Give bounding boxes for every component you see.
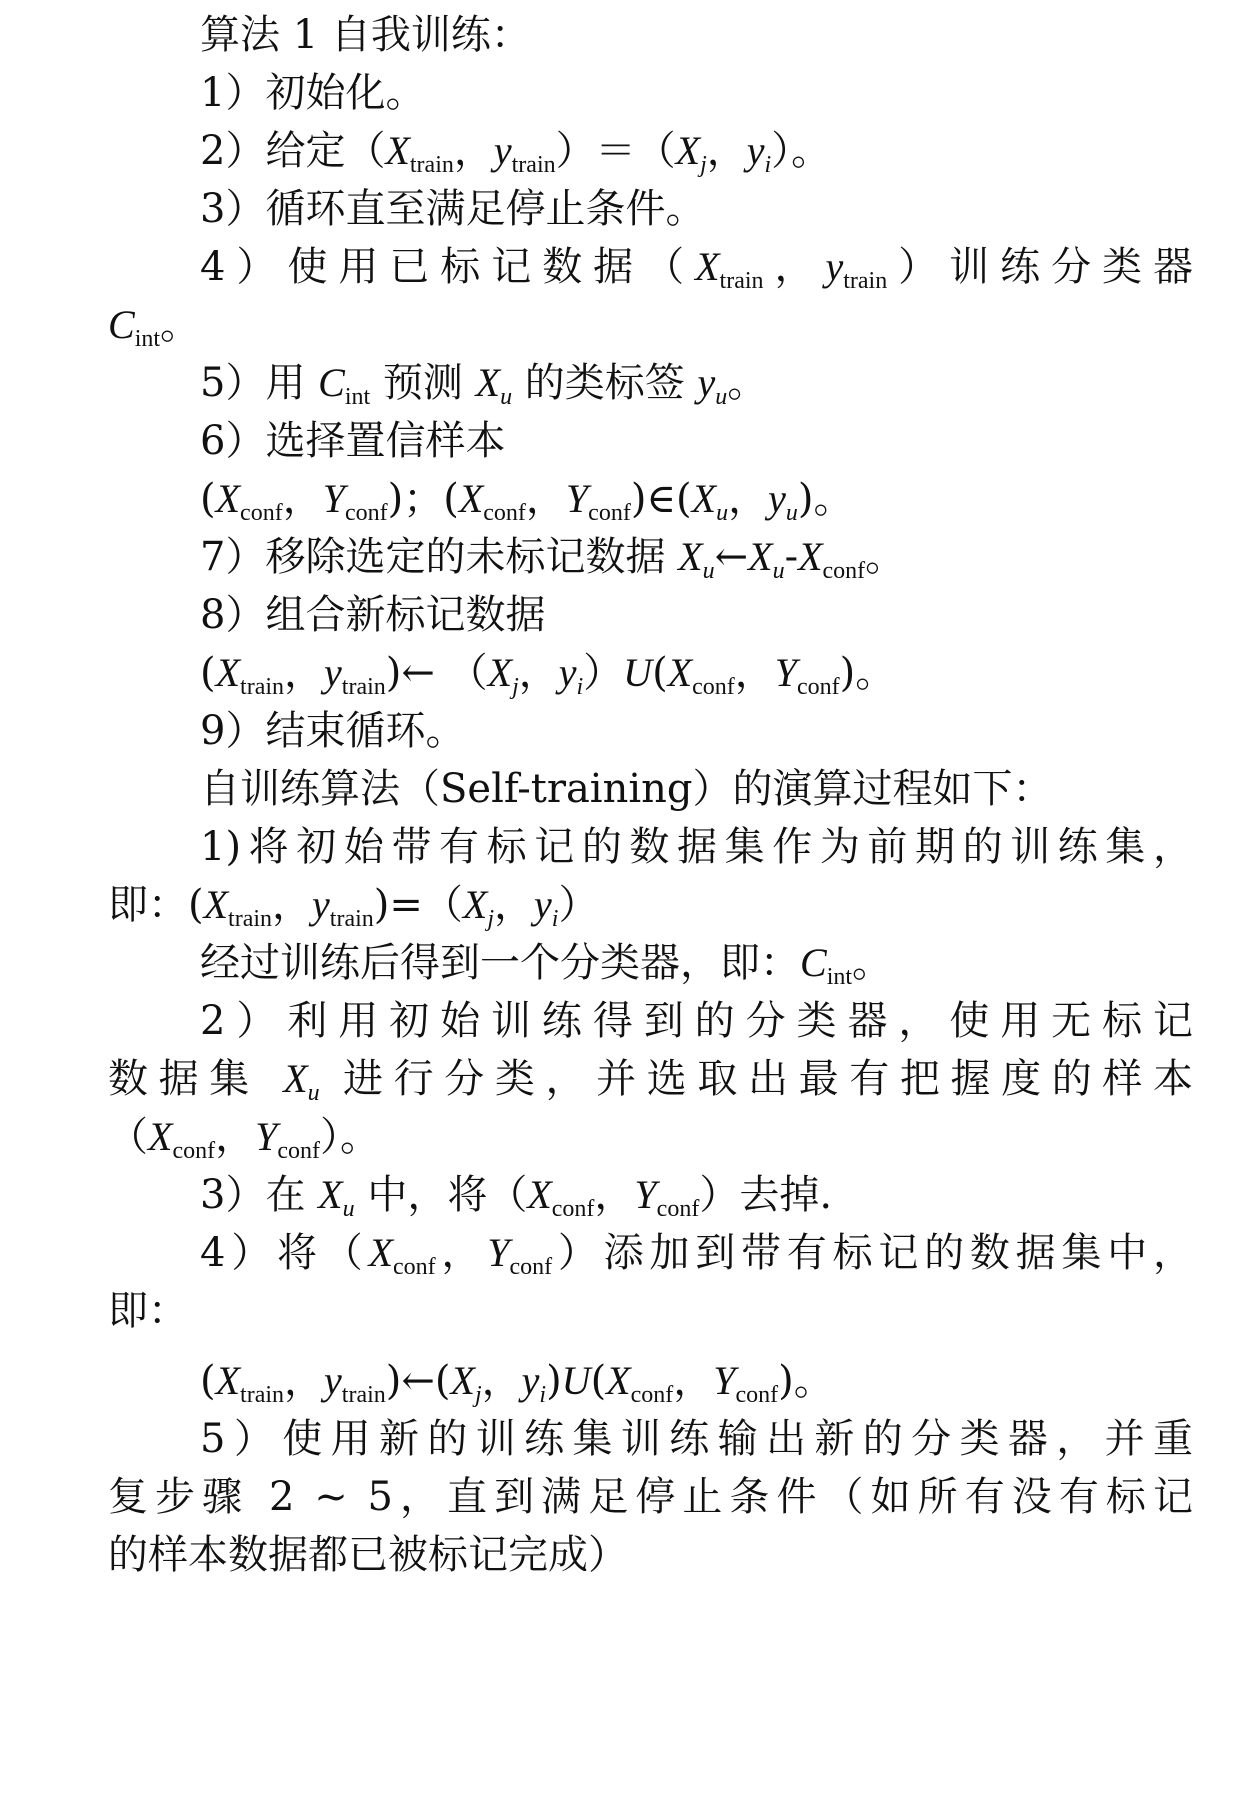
- algorithm-step-4: 4）使用已标记数据（$X_{train}$，$y_{train}$）训练分类器: [200, 244, 1194, 294]
- algorithm-step-9: 9）结束循环。: [200, 708, 466, 754]
- process-step-4-formula: ($X_{train}$，$y_{train})\leftarrow(X_j$，$y_i)U(X_{conf}$，$Y_{conf}$)。: [200, 1358, 834, 1408]
- algorithm-step-6-formula: ($X_{conf}$，$Y_{conf}$)；($X_{conf}$，$Y_{conf})\in(X_u$，$y_u$)。: [200, 476, 854, 526]
- process-step-4-line2: 即：: [108, 1288, 188, 1334]
- algorithm-step-8-formula: ($X_{train}$，$y_{train})\leftarrow$ （$X_j$，$y_i)U(X_{conf}$，$Y_{conf}$)。: [200, 650, 896, 700]
- algorithm-step-5: 5）用 $C_{int}$ 预测 $X_u$ 的类标签 $y_u$。: [200, 360, 768, 410]
- process-step-2: 2）利用初始训练得到的分类器，使用无标记: [200, 998, 1193, 1044]
- process-step-2-line3: （$X_{conf}$，$Y_{conf}$）。: [108, 1114, 380, 1164]
- algorithm-title: 算法 1 自我训练：: [200, 12, 531, 58]
- algorithm-step-7: 7）移除选定的未标记数据 $X_u\leftarrow X_u-X_{conf}$。: [200, 534, 906, 584]
- process-step-4: 4）将（$X_{conf}$，$Y_{conf}$）添加到带有标记的数据集中，: [200, 1230, 1194, 1280]
- process-step-5: 5）使用新的训练集训练输出新的分类器，并重: [200, 1416, 1193, 1462]
- process-step-1-result: 经过训练后得到一个分类器，即：$C_{int}$。: [200, 940, 893, 990]
- algorithm-step-8: 8）组合新标记数据: [200, 592, 546, 638]
- algorithm-step-4-cont: $C_{int}$。: [108, 302, 201, 352]
- process-step-1: 1)将初始带有标记的数据集作为前期的训练集，: [200, 824, 1193, 870]
- process-step-1-formula: 即：($X_{train}$，$y_{train})=(X_j$，$y_i$）: [108, 882, 599, 932]
- process-step-5-line2: 复步骤 2 ~ 5，直到满足停止条件（如所有没有标记: [108, 1474, 1193, 1520]
- algorithm-step-6: 6）选择置信样本: [200, 418, 506, 464]
- process-step-5-line3: 的样本数据都已被标记完成）: [108, 1532, 628, 1578]
- algorithm-step-3: 3）循环直至满足停止条件。: [200, 186, 706, 232]
- process-title: 自训练算法（Self-training）的演算过程如下：: [200, 766, 1053, 812]
- algorithm-step-2: 2）给定（$X_{train}$，$y_{train})=(X_j$，$y_i$）。: [200, 128, 832, 178]
- process-step-2-line2: 数据集 $X_u$ 进行分类，并选取出最有把握度的样本: [108, 1056, 1193, 1106]
- process-step-3: 3）在 $X_u$ 中，将（$X_{conf}$，$Y_{conf}$）去掉.: [200, 1172, 833, 1222]
- algorithm-step-1: 1）初始化。: [200, 70, 426, 116]
